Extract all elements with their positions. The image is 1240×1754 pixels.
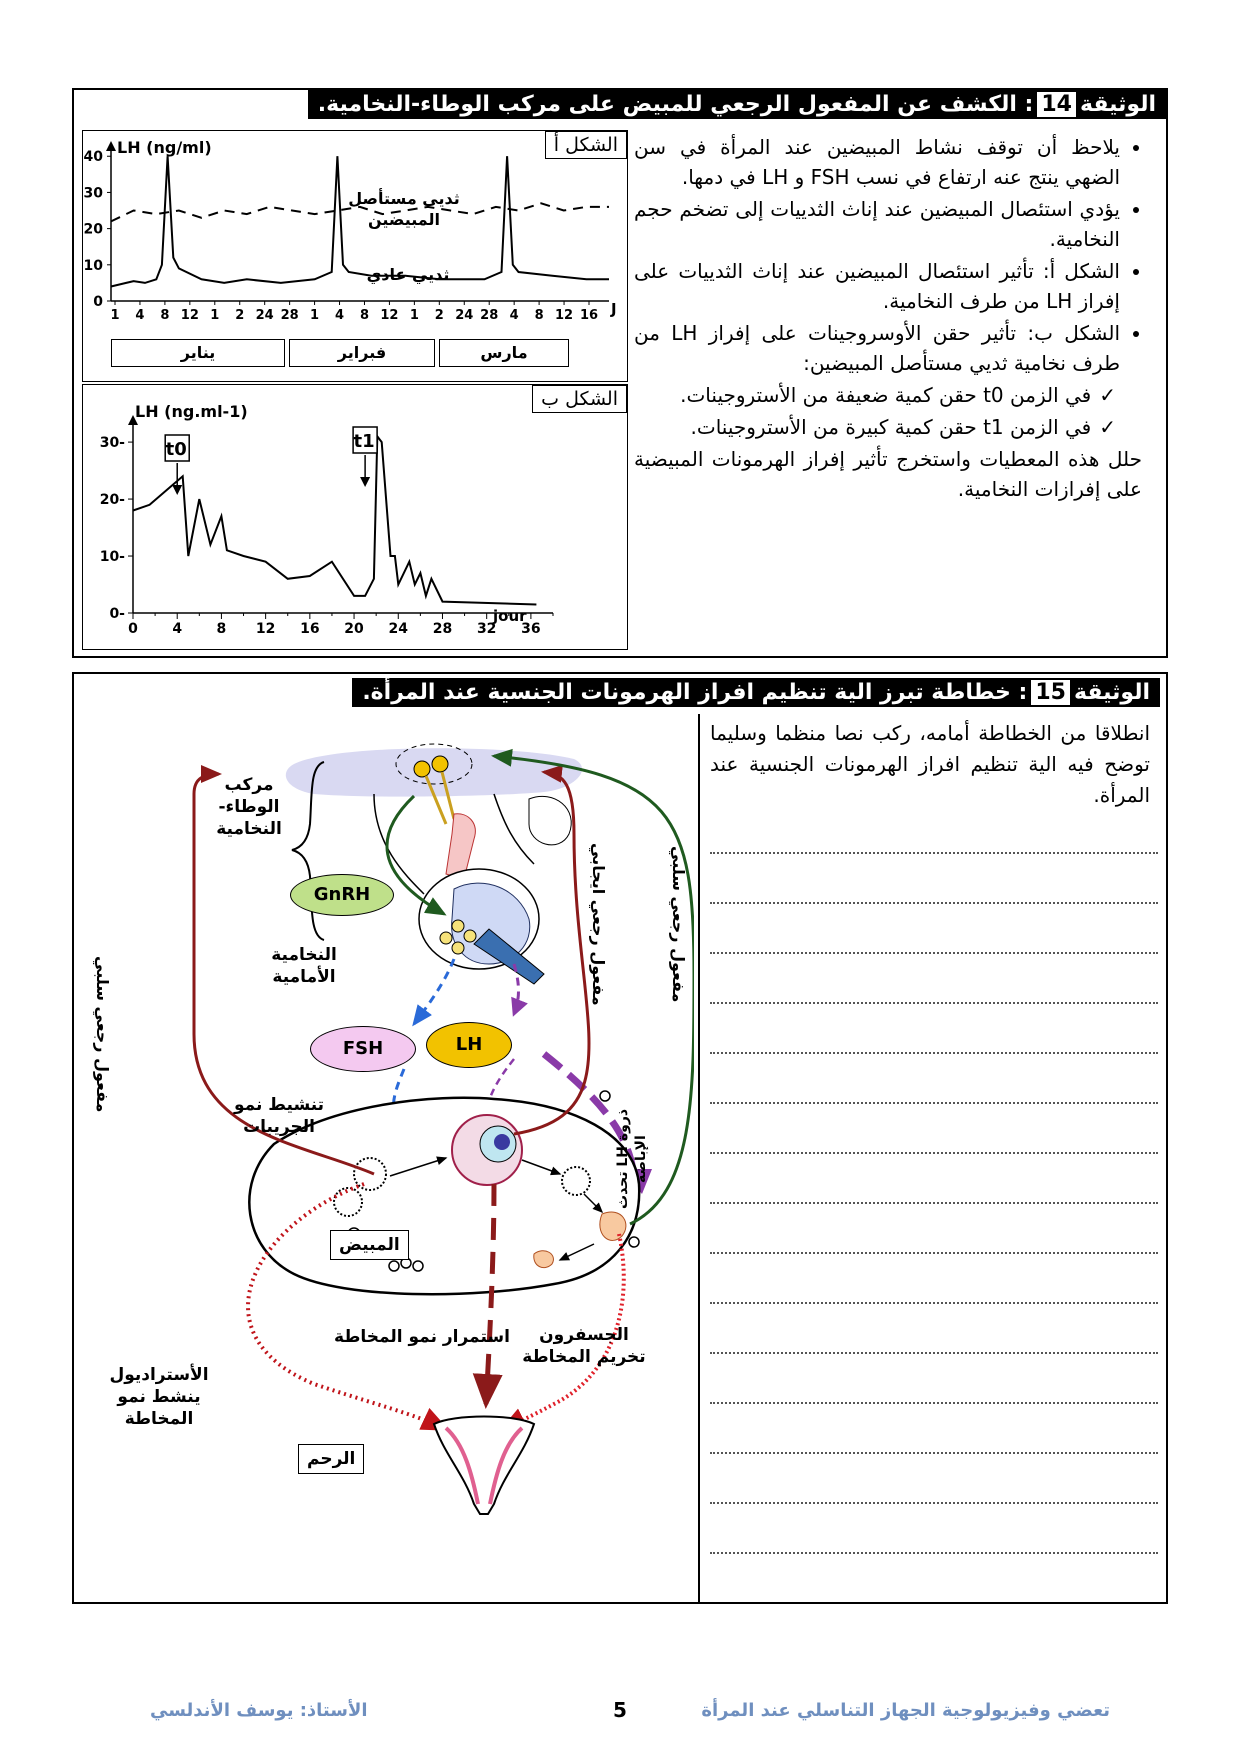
fsh-badge: FSH bbox=[310, 1026, 416, 1072]
label-ovary: المبيض bbox=[330, 1230, 409, 1260]
answer-line[interactable] bbox=[710, 1254, 1158, 1304]
figure-a-label-ovx: ثديي مستأصل المبيضين bbox=[348, 189, 460, 229]
x-tick-label: 8 bbox=[534, 308, 544, 323]
label-negative-feedback-right: مفعول رجعي سلبي bbox=[669, 845, 688, 1003]
y-tick-label: 0 bbox=[93, 294, 103, 310]
x-tick-label: 8 bbox=[160, 308, 170, 323]
y-tick-label: 10 bbox=[83, 257, 103, 274]
x-tick-label: 28 bbox=[280, 308, 299, 323]
uterus bbox=[434, 1417, 534, 1515]
month-march: مارس bbox=[439, 339, 569, 367]
y-axis-arrow bbox=[106, 141, 116, 151]
y-tick-label: 40 bbox=[83, 149, 103, 166]
y-tick-label: 20- bbox=[99, 492, 125, 509]
answer-line[interactable] bbox=[710, 1204, 1158, 1254]
x-tick-label: 12 bbox=[180, 308, 199, 323]
figure-a bbox=[82, 130, 628, 382]
y-tick-label: 10- bbox=[99, 549, 125, 566]
document-14-box bbox=[72, 88, 1168, 658]
label-positive-feedback: مفعول رجعي ايجابي bbox=[589, 842, 608, 1006]
answer-line[interactable] bbox=[710, 1104, 1158, 1154]
doc15-divider bbox=[698, 714, 700, 1604]
x-tick-label: 8 bbox=[216, 621, 227, 637]
answer-line[interactable] bbox=[710, 1404, 1158, 1454]
answer-line[interactable] bbox=[710, 854, 1158, 904]
doc15-instruction: انطلاقا من الخطاطة أمامه، ركب نصا منظما وسليما توضح فيه الية تنظيم افراز الهرمونات الجنسية عند المرأة. bbox=[710, 721, 1150, 807]
month-february: فبراير bbox=[289, 339, 435, 367]
label-follicle-growth: تنشيط نمو الجريبات bbox=[233, 1095, 325, 1138]
x-tick-label: 36 bbox=[521, 621, 541, 637]
figure-b-ylabel: LH (ng.ml-1) bbox=[135, 402, 248, 421]
label-progesterone: الجسفرون تخريم المخاطة bbox=[522, 1325, 646, 1368]
figure-a-xend: J bbox=[611, 300, 617, 318]
annotation-arrowhead-t1 bbox=[360, 477, 370, 487]
y-tick-label: 20 bbox=[83, 221, 103, 238]
document-15-title bbox=[352, 678, 1160, 707]
doc14-instruction: حلل هذه المعطيات واستخرج تأثير إفراز الهرمونات المبيضية على إفرازات النخامية. bbox=[634, 447, 1142, 501]
answer-line[interactable] bbox=[710, 804, 1158, 854]
x-tick-label: 28 bbox=[432, 621, 453, 637]
answer-line[interactable] bbox=[710, 904, 1158, 954]
annotation-label-t0: t0 bbox=[165, 439, 187, 460]
x-tick-label: 32 bbox=[476, 621, 497, 637]
label-endometrium-continue: استمرار نمو المخاطة bbox=[334, 1327, 510, 1347]
x-tick-label: 24 bbox=[388, 621, 409, 637]
doc15-title-text: : خطاطة تبرز الية تنظيم افراز الهرمونات الجنسية عند المرأة. bbox=[362, 680, 1028, 705]
doc14-bullet: • يؤدي استئصال المبيضين عند إناث الثدييات إلى تضخم حجم النخامية. bbox=[634, 194, 1120, 254]
x-tick-label: 12 bbox=[380, 308, 399, 323]
x-tick-label: 0 bbox=[128, 621, 138, 637]
footer-author: الأستاذ: يوسف الأندلسي bbox=[150, 1700, 368, 1721]
doc14-check: ✓ في الزمن t0 حقن كمية ضعيفة من الأستروجينات. bbox=[634, 380, 1116, 410]
answer-line[interactable] bbox=[710, 954, 1158, 1004]
answer-line[interactable] bbox=[710, 1354, 1158, 1404]
doc14-title-prefix: الوثيقة bbox=[1079, 92, 1156, 117]
x-tick-label: 4 bbox=[135, 308, 145, 323]
pituitary-gland bbox=[374, 794, 571, 984]
y-tick-label: 30- bbox=[99, 435, 125, 452]
x-tick-label: 1 bbox=[409, 308, 419, 323]
figure-b-xunit: jour bbox=[493, 607, 527, 625]
doc14-bullet: • الشكل أ: تأثير استئصال المبيضين عند إناث الثدييات على إفراز LH من طرف النخامية. bbox=[634, 256, 1120, 316]
answer-line[interactable] bbox=[710, 1054, 1158, 1104]
figure-b-tag: الشكل ب bbox=[532, 385, 627, 413]
x-tick-label: 2 bbox=[235, 308, 245, 323]
document-15-box bbox=[72, 672, 1168, 1604]
doc14-title-number: 14 bbox=[1037, 92, 1076, 117]
doc14-bullet: • يلاحظ أن توقف نشاط المبيضين عند المرأة في سن الضهي ينتج عنه ارتفاع في نسب FSH و LH في دمها. bbox=[634, 132, 1120, 192]
doc14-bullets bbox=[634, 132, 1142, 378]
x-tick-label: 16 bbox=[300, 621, 320, 637]
figure-b-chart bbox=[83, 385, 629, 651]
label-negative-feedback-left: مفعول رجعي سلبي bbox=[93, 955, 112, 1113]
doc14-bullet: • الشكل ب: تأثير حقن الأوسروجينات على إفراز LH من طرف نخامية ثديي مستأصل المبيضين: bbox=[634, 318, 1120, 378]
figure-a-ylabel: LH (ng/ml) bbox=[117, 138, 212, 157]
x-tick-label: 1 bbox=[210, 308, 220, 323]
document-14-title bbox=[308, 90, 1166, 119]
x-tick-label: 16 bbox=[579, 308, 599, 323]
y-tick-label: 30 bbox=[83, 185, 103, 202]
answer-line[interactable] bbox=[710, 1454, 1158, 1504]
answer-line[interactable] bbox=[710, 1304, 1158, 1354]
answer-lines bbox=[710, 804, 1158, 1554]
doc15-title-prefix: الوثيقة bbox=[1073, 680, 1150, 705]
x-tick-label: 24 bbox=[455, 308, 474, 323]
answer-line[interactable] bbox=[710, 1154, 1158, 1204]
doc14-checks bbox=[634, 380, 1142, 442]
figure-a-tag: الشكل أ bbox=[545, 131, 627, 159]
footer-course-title: تعضي وفيزيولوجية الجهاز التناسلي عند المرأة bbox=[701, 1700, 1110, 1721]
x-tick-label: 1 bbox=[310, 308, 320, 323]
figure-a-label-normal: ثديي عادي bbox=[366, 265, 450, 284]
doc15-title-number: 15 bbox=[1031, 680, 1070, 705]
figure-b bbox=[82, 384, 628, 650]
x-tick-label: 4 bbox=[172, 621, 183, 637]
x-tick-label: 20 bbox=[344, 621, 364, 637]
x-tick-label: 28 bbox=[480, 308, 499, 323]
series-line-lh bbox=[133, 436, 536, 604]
doc14-title-text: : الكشف عن المفعول الرجعي للمبيض على مركب الوطاء-النخامية. bbox=[317, 92, 1034, 117]
answer-line[interactable] bbox=[710, 1504, 1158, 1554]
x-tick-label: 8 bbox=[359, 308, 369, 323]
x-tick-label: 2 bbox=[434, 308, 444, 323]
annotation-arrowhead-t0 bbox=[172, 485, 182, 495]
x-tick-label: 1 bbox=[110, 308, 120, 323]
lh-badge: LH bbox=[426, 1022, 512, 1068]
label-complex: مركب الوطاء- النخامية bbox=[216, 775, 282, 840]
y-tick-label: 0- bbox=[109, 606, 125, 622]
figure-a-months bbox=[111, 339, 621, 369]
x-tick-label: 4 bbox=[509, 308, 519, 323]
annotation-label-t1: t1 bbox=[353, 431, 375, 452]
label-anterior-pituitary: النخامية الأمامية bbox=[271, 945, 337, 988]
x-tick-label: 4 bbox=[335, 308, 345, 323]
x-tick-label: 24 bbox=[255, 308, 274, 323]
label-uterus: الرحم bbox=[298, 1444, 364, 1474]
month-january: يناير bbox=[111, 339, 285, 367]
doc14-text bbox=[634, 132, 1142, 504]
answer-line[interactable] bbox=[710, 1004, 1158, 1054]
label-estradiol: الأستراديول ينشط نمو المخاطة bbox=[109, 1365, 209, 1430]
x-tick-label: 12 bbox=[255, 621, 276, 637]
gnrh-badge: GnRH bbox=[290, 874, 394, 916]
doc14-check: ✓ في الزمن t1 حقن كمية كبيرة من الأستروجينات. bbox=[634, 412, 1116, 442]
x-tick-label: 12 bbox=[555, 308, 574, 323]
label-lh-peak: ذروة LH تحدث الإباضة bbox=[615, 1108, 650, 1210]
page-number: 5 bbox=[613, 1698, 627, 1722]
